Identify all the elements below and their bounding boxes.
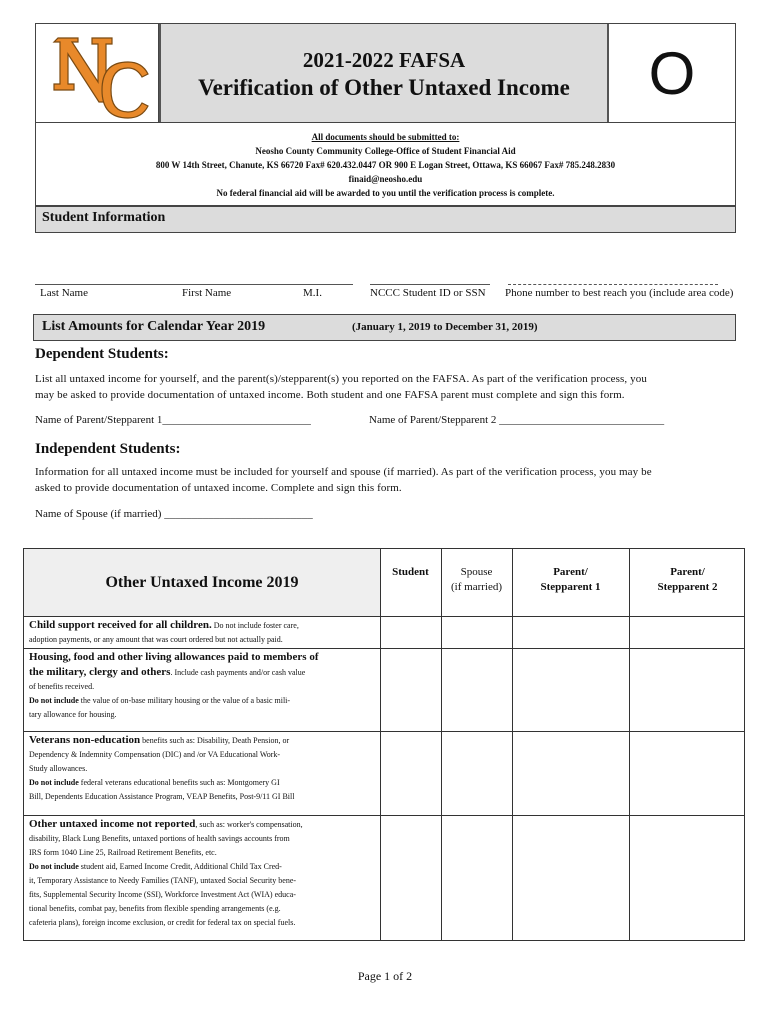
calendar-year-title: List Amounts for Calendar Year 2019 (42, 319, 266, 334)
row-divider (24, 815, 744, 816)
table-row (29, 817, 375, 930)
first-name-label: First Name (182, 287, 232, 299)
col-student-label: Student (392, 566, 429, 578)
col-spouse-sub: (if married) (451, 581, 502, 593)
row-bold: Do not include (29, 778, 79, 787)
row-text: the value of on-base military housing or the value of a basic mili- (78, 696, 291, 705)
college-logo (36, 24, 159, 122)
independent-text-2: asked to provide documentation of untaxed income. Complete and sign this form. (35, 482, 402, 494)
row-bold: Do not include (29, 696, 79, 705)
independent-text-1: Information for all untaxed income must be included for yourself and spouse (if married). As part of the verification process, you may be (35, 466, 652, 478)
dependent-instructions (35, 371, 735, 403)
dependent-text-2: may be asked to provide documentation of untaxed income. Both student and one FAFSA parent must complete and sign this form. (35, 389, 625, 401)
col-student-header (380, 565, 441, 580)
table-row (29, 650, 375, 722)
row-divider (24, 731, 744, 732)
col-parent2-label: Parent/ (670, 566, 705, 578)
form-title (159, 24, 609, 122)
row-text: Dependency & Indemnity Compensation (DIC) and /or VA Educational Work- (29, 750, 281, 759)
row-lead: the military, clergy and others (29, 666, 171, 678)
last-name-label: Last Name (40, 287, 88, 299)
table-row (29, 618, 375, 647)
col-parent1-sub: Stepparent 1 (540, 581, 601, 593)
row-text: it, Temporary Assistance to Needy Families (TANF), untaxed Social Security bene- (29, 876, 297, 885)
row-text: adoption payments, or any amount that was court ordered but not actually paid. (29, 635, 283, 644)
calendar-year-heading (33, 314, 736, 341)
row-text: disability, Black Lung Benefits, untaxed portions of health savings accounts from (29, 834, 290, 843)
parent2-name-field[interactable]: Name of Parent/Stepparent 2 ______________________________ (369, 414, 665, 426)
student-info-heading: Student Information (35, 206, 736, 233)
form-header (35, 23, 736, 123)
independent-heading: Independent Students: (35, 441, 181, 457)
dependent-heading: Dependent Students: (35, 346, 169, 362)
dependent-text-1: List all untaxed income for yourself, and the parent(s)/stepparent(s) you reported on the FAFSA. As part of the verification process, you (35, 373, 647, 385)
column-divider (629, 549, 630, 940)
form-letter: O (648, 39, 696, 107)
row-lead: Veterans non-education (29, 734, 141, 746)
row-text: of benefits received. (29, 682, 95, 691)
row-text: IRS form 1040 Line 25, Railroad Retirement Benefits, etc. (29, 848, 217, 857)
row-divider (24, 648, 744, 649)
submission-heading: All documents should be submitted to: (311, 132, 460, 142)
calendar-range: (January 1, 2019 to December 31, 2019) (352, 321, 538, 333)
phone-label: Phone number to best reach you (include area code) (505, 287, 734, 299)
row-text: cafeteria plans), foreign income exclusion, or credit for federal tax on special fuels. (29, 918, 296, 927)
row-text: fits, Supplemental Security Income (SSI), Workforce Investment Act (WIA) educa- (29, 890, 296, 899)
col-parent1-label: Parent/ (553, 566, 588, 578)
office-name: Neosho County Community College-Office of Student Financial Aid (255, 146, 516, 156)
aid-notice: No federal financial aid will be awarded to you until the verification process is complete. (216, 188, 555, 198)
column-divider (512, 549, 513, 940)
student-id-line[interactable] (370, 284, 490, 285)
untaxed-income-table (23, 548, 745, 941)
col-parent2-sub: Stepparent 2 (657, 581, 718, 593)
row-text: . Include cash payments and/or cash value (170, 668, 306, 677)
row-text: , such as: worker's compensation, (195, 820, 303, 829)
column-divider (441, 549, 442, 940)
row-lead: Child support received for all children. (29, 619, 212, 631)
row-text: tional benefits, combat pay, benefits from flexible spending arrangements (e.g. (29, 904, 281, 913)
row-lead: Other untaxed income not reported (29, 818, 196, 830)
row-text: benefits such as: Disability, Death Pension, or (140, 736, 290, 745)
row-text: federal veterans educational benefits such as: Montgomery GI (78, 778, 280, 787)
mi-label: M.I. (303, 287, 322, 299)
row-bold: Do not include (29, 862, 79, 871)
table-title: Other Untaxed Income 2019 (24, 549, 380, 616)
row-text: tary allowance for housing. (29, 710, 117, 719)
office-addresses: 800 W 14th Street, Chanute, KS 66720 Fax# 620.432.0447 OR 900 E Logan Street, Ottawa, KS 66067 Fax# 785.248.2830 (155, 160, 616, 170)
row-text: student aid, Earned Income Credit, Additional Child Tax Cred- (78, 862, 282, 871)
page-number: Page 1 of 2 (357, 969, 413, 983)
title-year: 2021-2022 FAFSA (302, 48, 466, 72)
col-spouse-header (441, 565, 512, 595)
table-row (29, 733, 375, 804)
row-divider (24, 616, 744, 617)
column-divider (380, 549, 381, 940)
col-parent1-header (512, 565, 629, 595)
parent1-name-field[interactable]: Name of Parent/Stepparent 1___________________________ (35, 414, 311, 426)
row-text: Bill, Dependents Education Assistance Program, VEAP Benefits, Post-9/11 GI Bill (29, 792, 295, 801)
submission-info (35, 123, 736, 206)
office-email: finaid@neosho.edu (348, 174, 423, 184)
spouse-name-field[interactable]: Name of Spouse (if married) ___________________________ (35, 508, 313, 520)
nc-logo-icon (36, 24, 159, 124)
name-line[interactable] (35, 284, 353, 285)
student-id-label: NCCC Student ID or SSN (370, 287, 486, 299)
row-text: Do not include foster care, (211, 621, 299, 630)
independent-instructions (35, 464, 735, 496)
title-name: Verification of Other Untaxed Income (198, 75, 570, 100)
col-parent2-header (629, 565, 746, 595)
col-spouse-label: Spouse (460, 566, 493, 578)
row-lead: Housing, food and other living allowances paid to members of (29, 651, 319, 663)
phone-line[interactable] (508, 284, 718, 285)
row-text: Study allowances. (29, 764, 88, 773)
